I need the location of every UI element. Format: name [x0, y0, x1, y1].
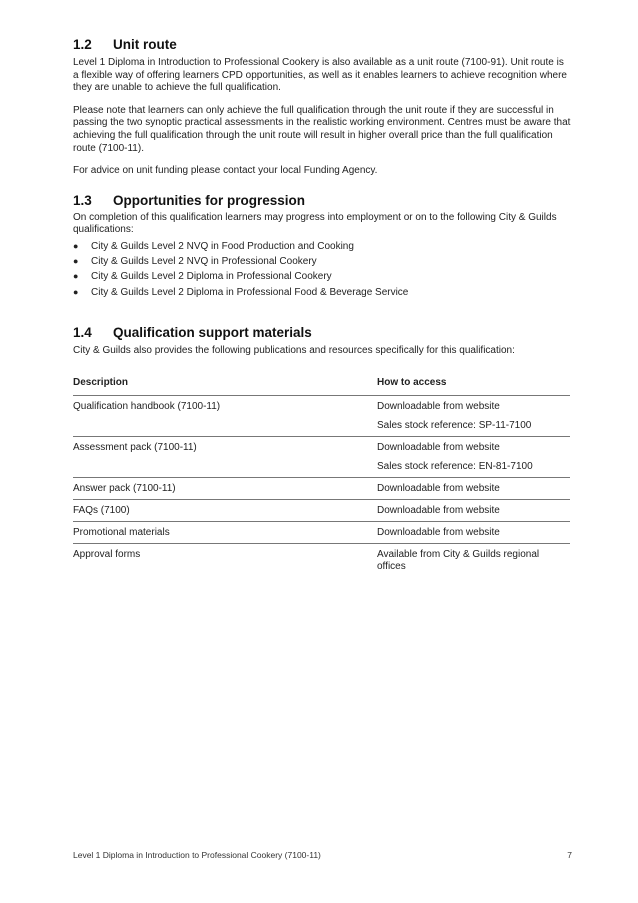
list-item: ● City & Guilds Level 2 NVQ in Food Production and Cooking — [73, 239, 572, 254]
column-header-how-to-access: How to access — [377, 377, 570, 396]
cell-description: Assessment pack (7100-11) — [73, 437, 377, 478]
section-heading-unit-route — [73, 36, 572, 53]
list-item: ● City & Guilds Level 2 Diploma in Professional Cookery — [73, 269, 572, 284]
table-row — [73, 500, 570, 522]
section-title: Qualification support materials — [113, 324, 312, 340]
cell-access — [377, 437, 570, 478]
table-row — [73, 396, 570, 437]
section-title: Opportunities for progression — [113, 192, 306, 208]
section-heading-support-materials — [73, 324, 572, 341]
page-content — [73, 36, 572, 577]
table-row — [73, 544, 570, 578]
bullet-icon: ● — [73, 240, 79, 251]
cell-description: Answer pack (7100-11) — [73, 478, 377, 500]
access-text: Downloadable from website — [377, 401, 500, 413]
page-footer — [73, 850, 572, 860]
footer-title: Level 1 Diploma in Introduction to Professional Cookery (7100-11) — [73, 850, 321, 860]
paragraph: City & Guilds also provides the following publications and resources specifically for this qualification: — [73, 344, 515, 356]
paragraph: Level 1 Diploma in Introduction to Professional Cookery is also available as a unit route (7100-91). Unit route is a flexible way of offering learners CPD opportunities, as well as it enables learners to achieve recognition where they are unable to achieve the full qualification. — [73, 57, 567, 94]
cell-description: Promotional materials — [73, 522, 377, 544]
bullet-icon: ● — [73, 271, 79, 282]
cell-description: Approval forms — [73, 549, 141, 561]
list-item: ● City & Guilds Level 2 Diploma in Professional Food & Beverage Service — [73, 285, 572, 300]
cell-access: Available from City & Guilds regional offices — [377, 549, 540, 573]
bullet-icon: ● — [73, 286, 79, 297]
table-row — [73, 522, 570, 544]
section-number: 1.4 — [73, 324, 92, 340]
table-row — [73, 437, 570, 478]
section-title: Unit route — [113, 37, 177, 52]
paragraph: On completion of this qualification learners may progress into employment or on to the following City & Guilds qualifications: — [73, 211, 557, 236]
section-heading-progression — [73, 192, 572, 209]
bullet-icon: ● — [73, 256, 79, 267]
stock-reference: Sales stock reference: SP-11-7100 — [377, 420, 532, 432]
cell-access: Downloadable from website — [377, 500, 570, 522]
support-materials-table — [73, 377, 570, 577]
table-row — [73, 478, 570, 500]
progression-list — [73, 239, 572, 300]
column-header-description: Description — [73, 377, 377, 396]
table-header-row — [73, 377, 570, 396]
paragraph: For advice on unit funding please contact your local Funding Agency. — [73, 165, 378, 177]
list-item: ● City & Guilds Level 2 NVQ in Professional Cookery — [73, 254, 572, 269]
cell-access — [377, 396, 570, 437]
section-number: 1.3 — [73, 192, 92, 208]
access-text: Downloadable from website — [377, 442, 500, 454]
cell-description: Qualification handbook (7100-11) — [73, 396, 377, 437]
paragraph: Please note that learners can only achieve the full qualification through the unit route if they are successful in passing the two synoptic practical assessments in the realistic working environment. Centres must be aware that achieving the full qualification through the unit route will result in higher overall price than the full qualification route (7100-11). — [73, 104, 571, 154]
page-number: 7 — [567, 850, 572, 860]
cell-access: Downloadable from website — [377, 478, 570, 500]
cell-description: FAQs (7100) — [73, 500, 377, 522]
section-number: 1.2 — [73, 37, 92, 52]
cell-access: Downloadable from website — [377, 522, 570, 544]
stock-reference: Sales stock reference: EN-81-7100 — [377, 461, 533, 473]
